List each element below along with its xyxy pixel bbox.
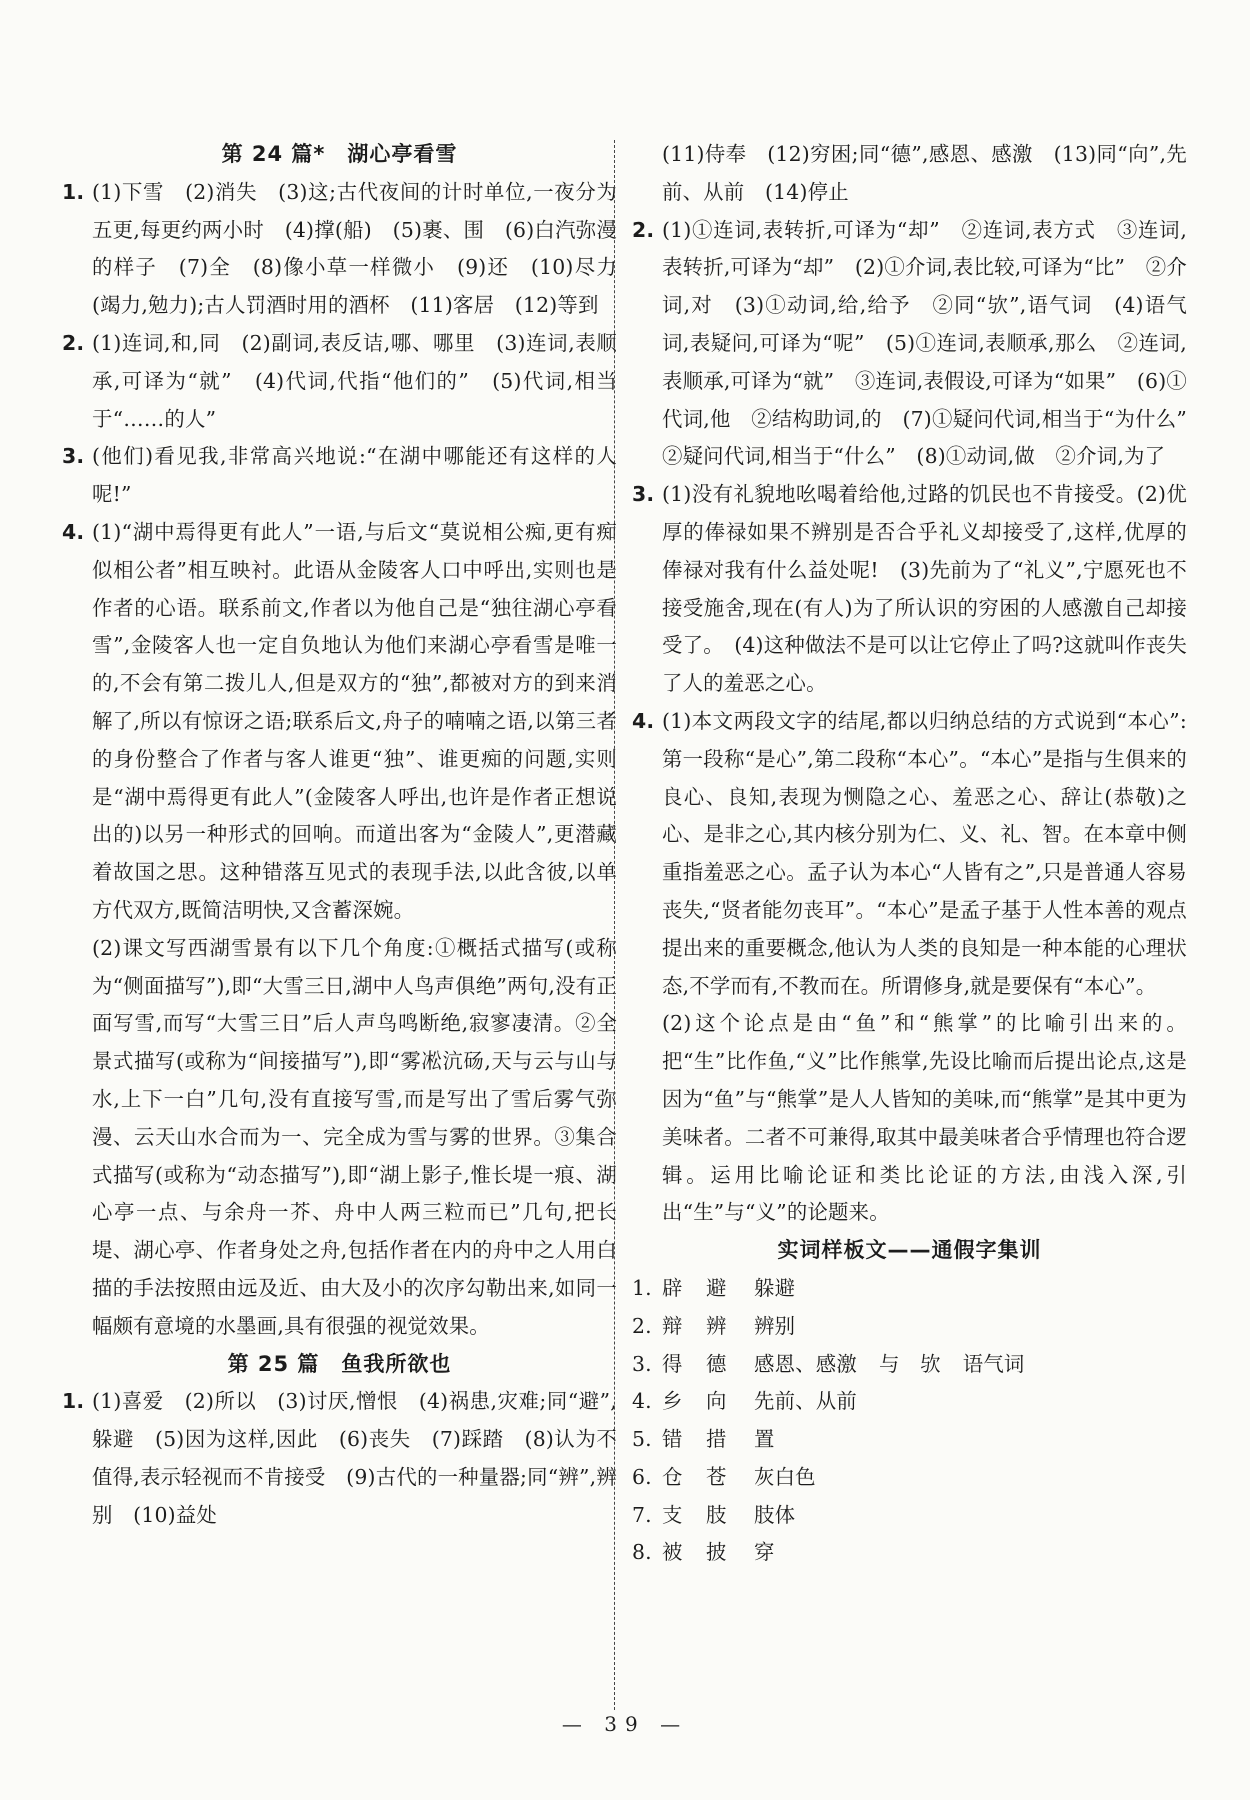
- answer-4: [62, 514, 617, 1346]
- answer-1: [62, 174, 617, 325]
- variant-char: 苍: [706, 1464, 727, 1489]
- left-column: [62, 136, 617, 1534]
- meaning: 感恩、感激: [754, 1351, 857, 1376]
- tongjia-row: [632, 1383, 1187, 1421]
- answer-text: (他们)看见我,非常高兴地说:“在湖中哪能还有这样的人呢!”: [92, 444, 617, 507]
- answer-2: [632, 212, 1208, 477]
- answer-number: 1.: [62, 179, 85, 204]
- meaning: 躲避: [754, 1275, 796, 1300]
- meaning: 穿: [754, 1540, 775, 1565]
- section-title-tongjia: 实词样板文——通假字集训: [777, 1238, 1042, 1263]
- original-char: 错: [662, 1427, 683, 1452]
- row-number: 1.: [632, 1275, 652, 1300]
- row-number: 7.: [632, 1502, 652, 1527]
- meaning: 先前、从前: [754, 1389, 857, 1414]
- answer-3: [62, 438, 617, 514]
- original-char: 得: [662, 1351, 683, 1376]
- answer-text: (2)课文写西湖雪景有以下几个角度:①概括式描写(或称为“侧面描写”),即“大雪三日,湖中人鸟声俱绝”两句,没有正面写雪,而写“大雪三日”后人声鸟鸣断绝,寂寥凄清。②全景式描写(或称为“间接描写”),即“雾凇沆砀,天与云与山与水,上下一白”几句,没有直接写雪,而是写出了雪后雾气弥漫、云天山水合而为一、完全成为雪与雾的世界。③集合式描写(或称为“动态描写”),即“湖上影子,惟长堤一痕、湖心亭一点、与余舟一芥、舟中人两三粒而已”几句,把长堤、湖心亭、作者身处之舟,包括作者在内的舟中之人用白描的手法按照由远及近、由大及小的次序勾勒出来,如同一幅颇有意境的水墨画,具有很强的视觉效果。: [92, 935, 617, 1338]
- answer-1-continued: [632, 136, 1187, 212]
- row-number: 6.: [632, 1464, 652, 1489]
- answer-text: (1)下雪 (2)消失 (3)这;古代夜间的计时单位,一夜分为五更,每更约两小时 (4)撑(船) (5)裹、围 (6)白汽弥漫的样子 (7)全 (8)像小草一样微小 (9)还 (10)尽力(竭力,勉力);古人罚酒时用的酒杯 (11)客居 (12)等到: [92, 179, 617, 318]
- variant-char: 德: [706, 1351, 727, 1376]
- tongjia-row: [632, 1534, 1187, 1572]
- original-char: 仓: [662, 1464, 683, 1489]
- answer-number: 4.: [62, 519, 85, 544]
- answer-text: (1)本文两段文字的结尾,都以归纳总结的方式说到“本心”:第一段称“是心”,第二段称“本心”。“本心”是指与生俱来的良心、良知,表现为恻隐之心、羞恶之心、辞让(恭敬)之心、是非之心,其内核分别为仁、义、礼、智。在本章中侧重指羞恶之心。孟子认为本心“人皆有之”,只是普通人容易丧失,“贤者能勿丧耳”。“本心”是孟子基于人性本善的观点提出来的重要概念,他认为人类的良知是一种本能的心理状态,不学而有,不教而在。所谓修身,就是要保有“本心”。: [662, 708, 1187, 998]
- answer-text: (1)没有礼貌地吆喝着给他,过路的饥民也不肯接受。(2)优厚的俸禄如果不辨别是否合乎礼义却接受了,这样,优厚的俸禄对我有什么益处呢! (3)先前为了“礼义”,宁愿死也不接受施舍,现在(有人)为了所认识的穷困的人感激自己却接受了。 (4)这种做法不是可以让它停止了吗?这就叫作丧失了人的羞恶之心。: [662, 482, 1187, 696]
- variant-char: 避: [706, 1275, 727, 1300]
- tongjia-list: [632, 1270, 1187, 1572]
- column-divider: [614, 140, 615, 1710]
- variant-char: 辨: [706, 1313, 727, 1338]
- extra-pair: 与 欤: [878, 1351, 941, 1376]
- row-number: 5.: [632, 1427, 652, 1452]
- tongjia-row: [632, 1346, 1187, 1384]
- answer-text: (1)“湖中焉得更有此人”一语,与后文“莫说相公痴,更有痴似相公者”相互映衬。此语从金陵客人口中呼出,实则也是作者的心语。联系前文,作者以为他自己是“独往湖心亭看雪”,金陵客人也一定自负地认为他们来湖心亭看雪是唯一的,不会有第二拨儿人,但是双方的“独”,都被对方的到来消解了,所以有惊讶之语;联系后文,舟子的喃喃之语,以第三者的身份整合了作者与客人谁更“独”、谁更痴的问题,实则是“湖中焉得更有此人”(金陵客人呼出,也许是作者正想说出的)以另一种形式的回响。而道出客为“金陵人”,更潜藏着故国之思。这种错落互见式的表现手法,以此含彼,以单方代双方,既简洁明快,又含蓄深婉。: [92, 519, 617, 922]
- row-number: 3.: [632, 1351, 652, 1376]
- variant-char: 措: [706, 1427, 727, 1452]
- variant-char: 向: [706, 1389, 727, 1414]
- row-number: 8.: [632, 1540, 652, 1565]
- original-char: 乡: [662, 1389, 683, 1414]
- meaning: 置: [754, 1427, 775, 1452]
- answer-number: 1.: [62, 1389, 85, 1414]
- variant-char: 肢: [706, 1502, 727, 1527]
- tongjia-row: [632, 1308, 1187, 1346]
- tongjia-row: [632, 1497, 1187, 1535]
- tongjia-row: [632, 1459, 1187, 1497]
- row-number: 2.: [632, 1313, 652, 1338]
- answer-text: (1)连词,和,同 (2)副词,表反诘,哪、哪里 (3)连词,表顺承,可译为“就” (4)代词,代指“他们的” (5)代词,相当于“……的人”: [92, 330, 617, 431]
- meaning: 灰白色: [754, 1464, 816, 1489]
- meaning: 辨别: [754, 1313, 796, 1338]
- original-char: 被: [662, 1540, 683, 1565]
- answer-number: 4.: [632, 708, 655, 733]
- answer-text: (1)①连词,表转折,可译为“却” ②连词,表方式 ③连词,表转折,可译为“却” (2)①介词,表比较,可译为“比” ②介词,对 (3)①动词,给,给予 ②同“欤”,语气词 (4)语气词,表疑问,可译为“呢” (5)①连词,表顺承,那么 ②连词,表顺承,可译为“就” ③连词,表假设,可译为“如果” (6)①代词,他 ②结构助词,的 (7)①疑问代词,相当于“为什么” ②疑问代词,相当于“什么” (8)①动词,做 ②介词,为了: [662, 217, 1208, 469]
- answer-3: [632, 476, 1187, 703]
- row-number: 4.: [632, 1389, 652, 1414]
- answer-4: [632, 703, 1187, 1232]
- right-column: [632, 136, 1208, 1572]
- answer-text: (1)喜爱 (2)所以 (3)讨厌,憎恨 (4)祸患,灾难;同“避”,躲避 (5)因为这样,因此 (6)丧失 (7)踩踏 (8)认为不值得,表示轻视而不肯接受 (9)古代的一种量器;同“辨”,辨别 (10)益处: [92, 1389, 617, 1527]
- answer-2: [62, 325, 617, 438]
- meaning: 肢体: [754, 1502, 796, 1527]
- answer-text: (11)侍奉 (12)穷困;同“德”,感恩、感激 (13)同“向”,先前、从前 (14)停止: [662, 142, 1187, 204]
- extra-meaning: 语气词: [962, 1351, 1025, 1376]
- answer-text: (2)这个论点是由“鱼”和“熊掌”的比喻引出来的。把“生”比作鱼,“义”比作熊掌,先设比喻而后提出论点,这是因为“鱼”与“熊掌”是人人皆知的美味,而“熊掌”是其中更为美味者。二者不可兼得,取其中最美味者合乎情理也符合逻辑。运用比喻论证和类比论证的方法,由浅入深,引出“生”与“义”的论题来。: [662, 1011, 1187, 1225]
- section-title-24: 第 24 篇* 湖心亭看雪: [221, 142, 458, 166]
- original-char: 辩: [662, 1313, 683, 1338]
- tongjia-row: [632, 1421, 1187, 1459]
- answer-number: 2.: [62, 330, 85, 355]
- section-title-25: 第 25 篇 鱼我所欲也: [227, 1351, 452, 1376]
- original-char: 支: [662, 1502, 683, 1527]
- answer-number: 2.: [632, 217, 655, 242]
- tongjia-row: [632, 1270, 1187, 1308]
- page-number: — 39 —: [561, 1712, 689, 1736]
- answer-number: 3.: [62, 444, 85, 469]
- answer-25-1: [62, 1383, 617, 1534]
- variant-char: 披: [706, 1540, 727, 1565]
- answer-number: 3.: [632, 482, 655, 507]
- original-char: 辟: [662, 1275, 683, 1300]
